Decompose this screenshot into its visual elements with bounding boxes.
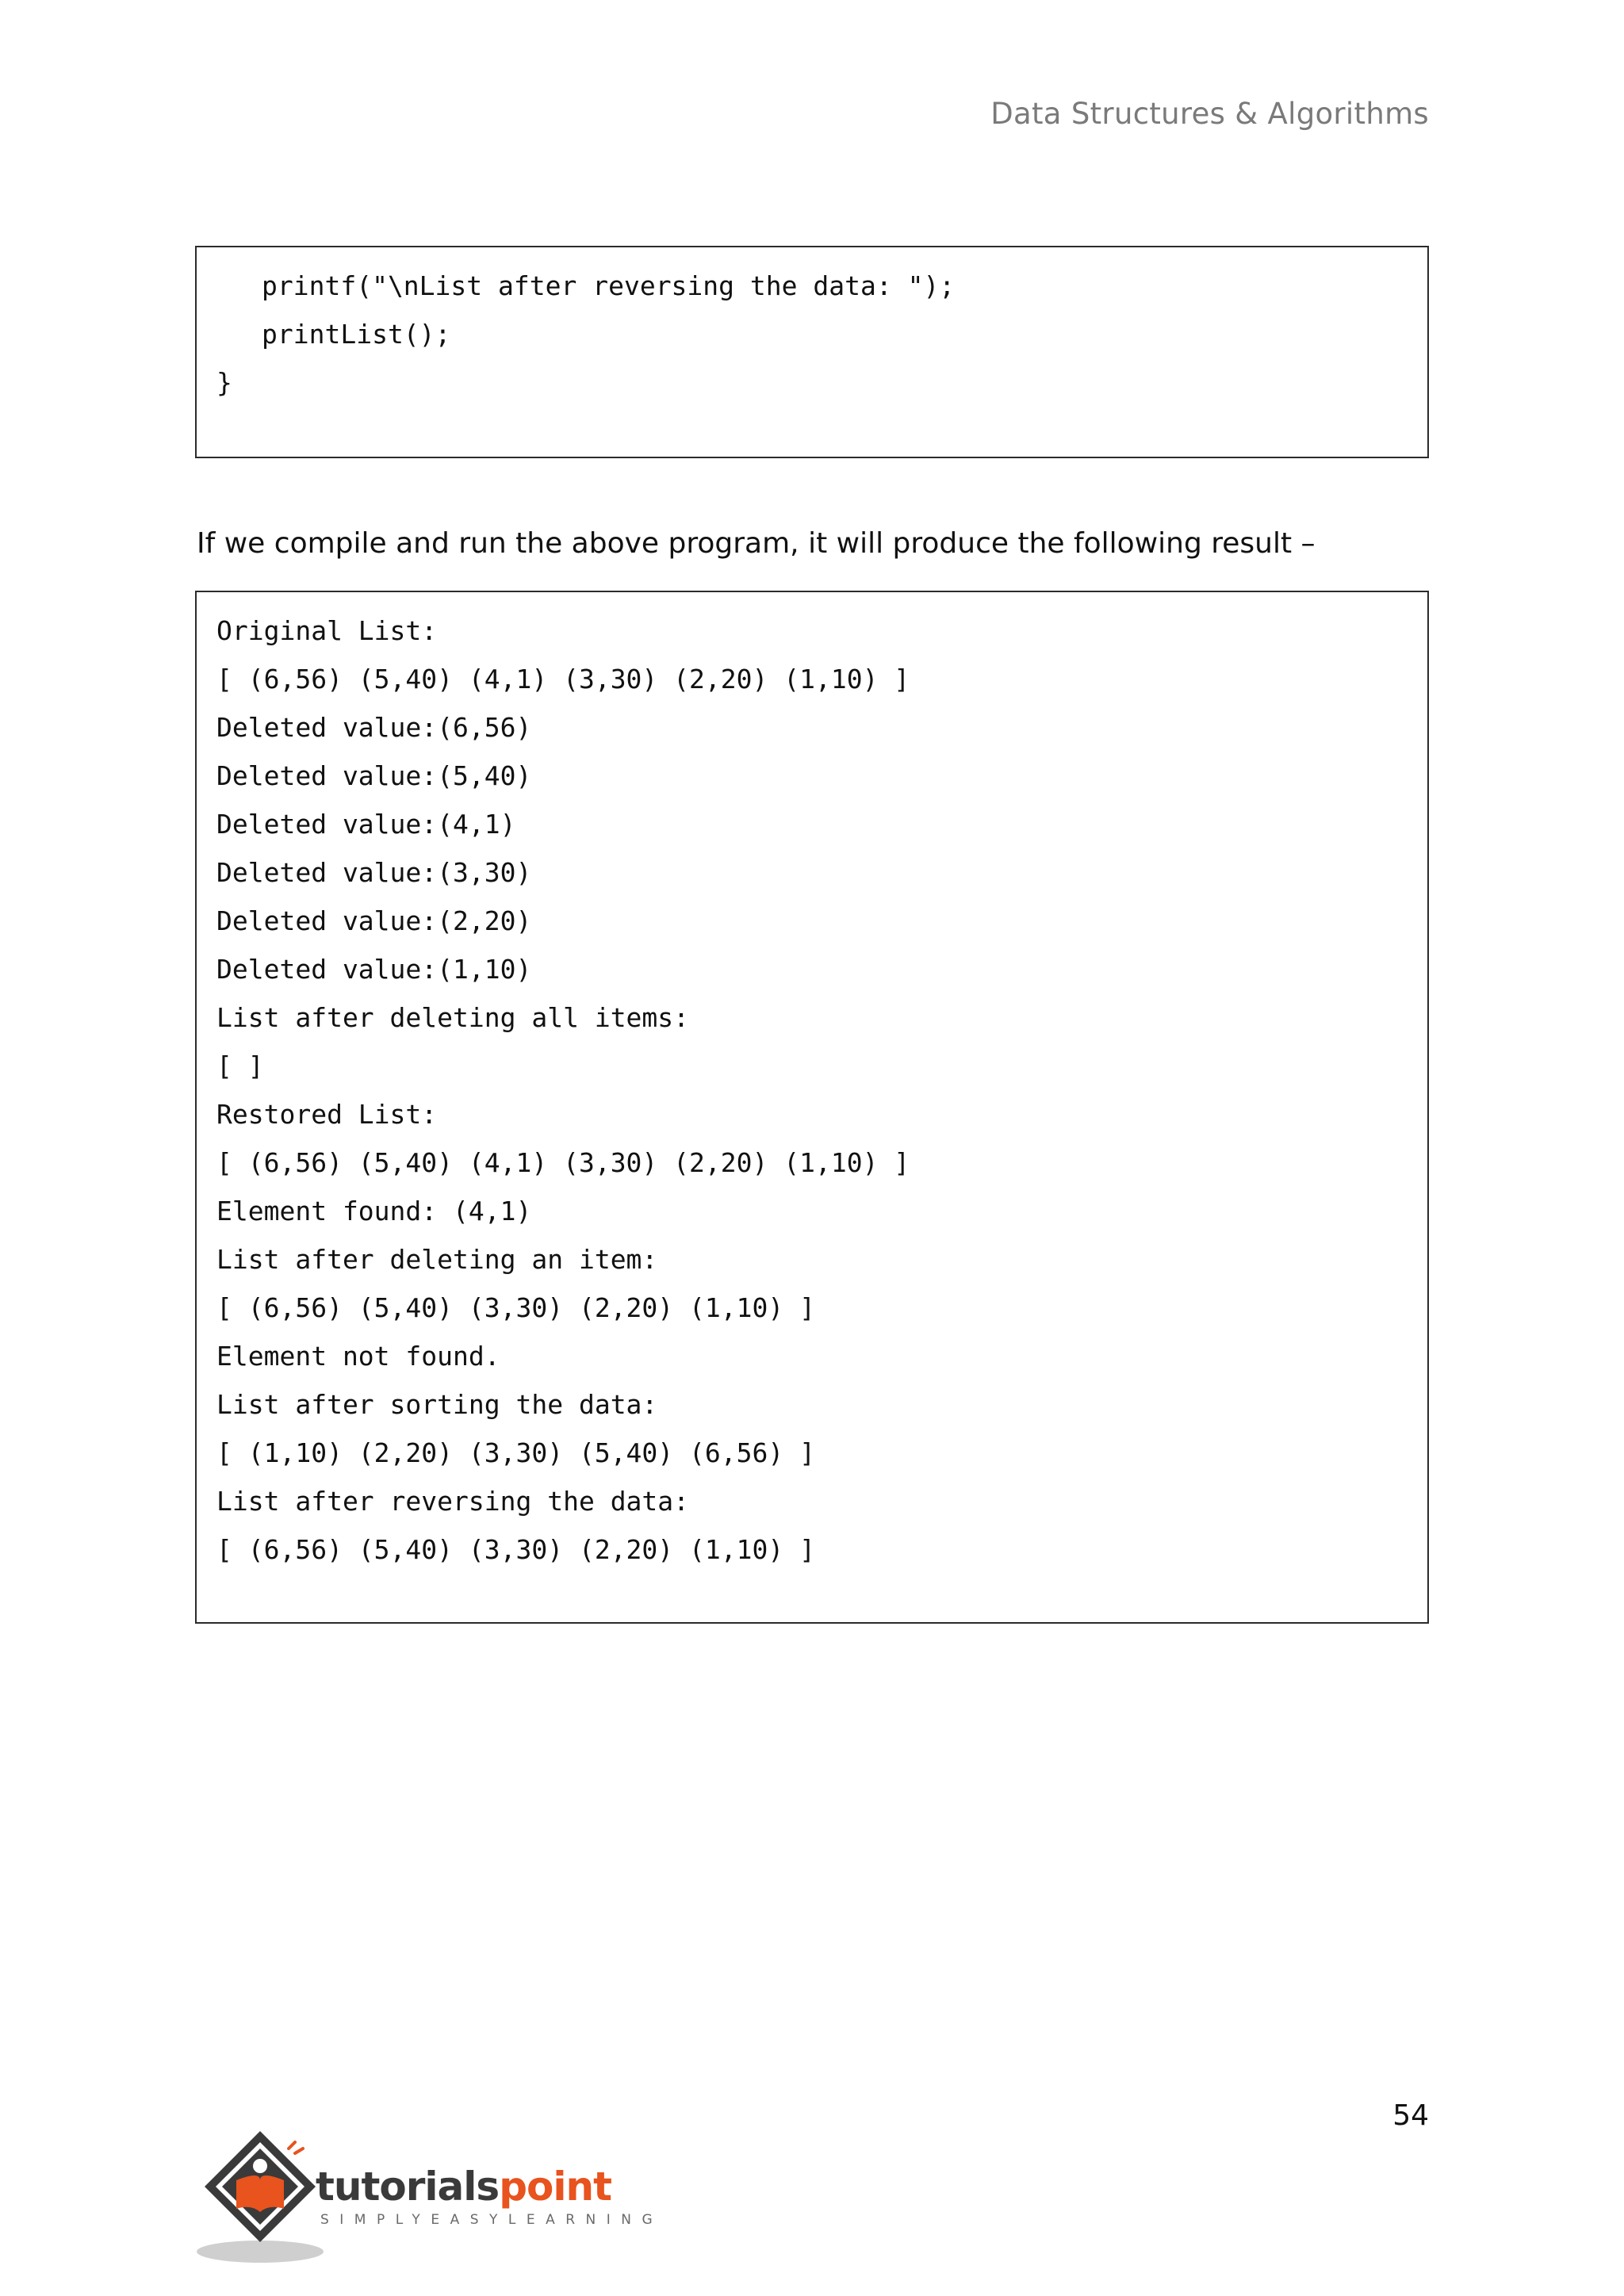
- output-line: List after deleting an item:: [216, 1244, 658, 1275]
- output-line: Deleted value:(6,56): [216, 712, 532, 743]
- code-line: }: [216, 367, 232, 398]
- output-line: [ (6,56) (5,40) (3,30) (2,20) (1,10) ]: [216, 1534, 815, 1565]
- output-line: Deleted value:(5,40): [216, 760, 532, 791]
- output-line: [ (6,56) (5,40) (4,1) (3,30) (2,20) (1,10) ]: [216, 664, 910, 695]
- intro-paragraph: If we compile and run the above program, it will produce the following result –: [197, 527, 1316, 560]
- page-number: 54: [1392, 2099, 1429, 2132]
- output-line: Deleted value:(1,10): [216, 954, 532, 985]
- logo-mark-icon: [195, 2125, 326, 2264]
- output-line: Element found: (4,1): [216, 1196, 532, 1226]
- output-line: List after sorting the data:: [216, 1389, 658, 1420]
- output-line: Original List:: [216, 615, 438, 646]
- output-line: [ ]: [216, 1050, 264, 1081]
- output-line: List after reversing the data:: [216, 1486, 690, 1517]
- logo-word-part2: point: [499, 2164, 611, 2210]
- output-block: [195, 591, 1429, 1624]
- logo-tagline: SIMPLYEASYLEARNING: [320, 2212, 664, 2228]
- output-line: Restored List:: [216, 1099, 438, 1130]
- code-line: printList();: [262, 319, 451, 350]
- output-line: Element not found.: [216, 1341, 500, 1372]
- tutorialspoint-logo: [195, 2125, 664, 2264]
- output-line: Deleted value:(2,20): [216, 905, 532, 936]
- logo-word-part1: tutorials: [316, 2164, 500, 2210]
- output-line: List after deleting all items:: [216, 1002, 690, 1033]
- output-line: Deleted value:(3,30): [216, 857, 532, 888]
- output-line: [ (1,10) (2,20) (3,30) (5,40) (6,56) ]: [216, 1437, 815, 1468]
- code-line: printf("\nList after reversing the data: ");: [262, 270, 956, 301]
- output-line: [ (6,56) (5,40) (4,1) (3,30) (2,20) (1,10) ]: [216, 1147, 910, 1178]
- output-line: [ (6,56) (5,40) (3,30) (2,20) (1,10) ]: [216, 1292, 815, 1323]
- code-block: [195, 246, 1429, 458]
- logo-wordmark: [316, 2164, 611, 2209]
- running-header: Data Structures & Algorithms: [990, 97, 1429, 131]
- output-line: Deleted value:(4,1): [216, 809, 516, 840]
